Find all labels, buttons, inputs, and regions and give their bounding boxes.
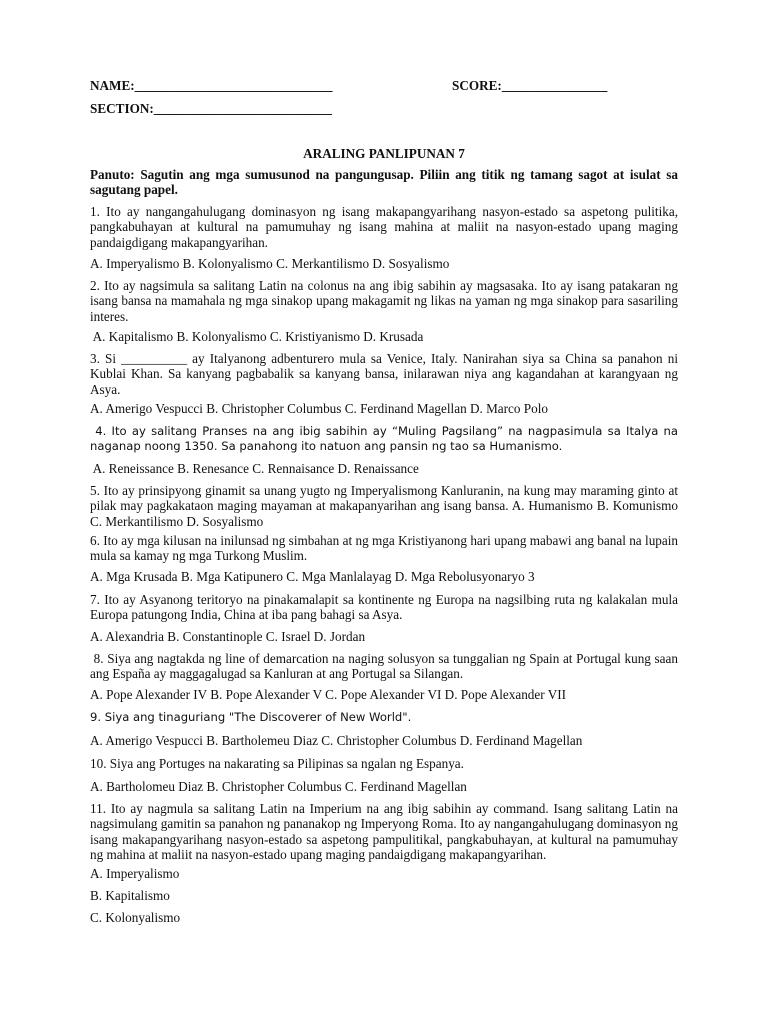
page-title: ARALING PANLIPUNAN 7 bbox=[303, 146, 465, 161]
question-10: 10. Siya ang Portuges na nakarating sa Pilipinas sa ngalan ng Espanya. bbox=[90, 756, 464, 771]
choices-3: A. Amerigo Vespucci B. Christopher Columbus C. Ferdinand Magellan D. Marco Polo bbox=[90, 401, 548, 416]
name-field: NAME:______________________________ bbox=[90, 78, 333, 93]
question-5: 5. Ito ay prinsipyong ginamit sa unang yugto ng Imperyalismong Kanluranin, na kung may maraming ginto at pilak may pagkakataon maging mayaman at makapanyarihan ang isang bansa. A. Humanismo B. Komunismo C. Merkantilismo D. Sosyalismo bbox=[90, 483, 678, 529]
choices-9: A. Amerigo Vespucci B. Bartholemeu Diaz C. Christopher Columbus D. Ferdinand Magellan bbox=[90, 733, 583, 748]
question-8: 8. Siya ang nagtakda ng line of demarcation na naging solusyon sa tunggalian ng Spain at Portugal kung saan ang España ay maggagalugad sa Kanluran at ang Portugal sa Silangan. bbox=[90, 651, 682, 682]
question-11: 11. Ito ay nagmula sa salitang Latin na Imperium na ang ibig sabihin ay command. Isang salitang Latin na nagsimulang gamitin sa panahon ng pananakop ng Imperyong Roma. Ito ay nangangahulugang dominasyon ng isang makapangyarihang nasyon-estado sa aspetong pampulitikal, pangkabuhayan, at kultural na pamumuhay ng mahina at maliit na nasyon-estado upang maging pandaigdigang makapangyarihan. bbox=[90, 801, 678, 863]
choices-1: A. Imperyalismo B. Kolonyalismo C. Merkantilismo D. Sosyalismo bbox=[90, 256, 450, 271]
choices-7: A. Alexandria B. Constantinople C. Israel D. Jordan bbox=[90, 629, 366, 644]
choices-8: A. Pope Alexander IV B. Pope Alexander V C. Pope Alexander VI D. Pope Alexander VII bbox=[90, 687, 567, 702]
choice-11-b: B. Kapitalismo bbox=[90, 888, 170, 903]
question-4: 4. Ito ay salitang Pranses na ang ibig sabihin ay “Muling Pagsilang” na nagpasimula sa Italya na naganap noong 1350. Sa panahong ito natuon ang pansin ng tao sa Humanismo. bbox=[90, 424, 682, 454]
question-2: 2. Ito ay nagsimula sa salitang Latin na colonus na ang ibig sabihin ay magsasaka. Ito ay isang patakaran ng isang bansa na mamahala ng mga sinakop upang makagamit ng likas na yaman ng mga sinakop para sasariling interes. bbox=[90, 278, 678, 324]
choices-2: A. Kapitalismo B. Kolonyalismo C. Kristiyanismo D. Krusada bbox=[90, 329, 424, 344]
question-7: 7. Ito ay Asyanong teritoryo na pinakamalapit sa kontinente ng Europa na nagsilbing ruta ng kalakalan mula Europa patungong India, China at iba pang bahagi sa Asya. bbox=[90, 592, 678, 623]
choice-11-a: A. Imperyalismo bbox=[90, 866, 180, 881]
question-1: 1. Ito ay nangangahulugang dominasyon ng isang makapangyarihang nasyon-estado sa aspetong pulitika, pangkabuhayan at kultural na pamumuhay ng isang mahina at maliit na nasyon-estado upang maging pandaigdigang makapangyarihan. bbox=[90, 204, 678, 250]
choices-10: A. Bartholomeu Diaz B. Christopher Columbus C. Ferdinand Magellan bbox=[90, 779, 467, 794]
question-6: 6. Ito ay mga kilusan na inilunsad ng simbahan at ng mga Kristiyanong hari upang mabawi ang banal na lupain mula sa kamay ng mga Turkong Muslim. bbox=[90, 533, 678, 564]
choice-11-c: C. Kolonyalismo bbox=[90, 910, 181, 925]
question-9: 9. Siya ang tinaguriang "The Discoverer of New World". bbox=[90, 710, 412, 724]
choices-6: A. Mga Krusada B. Mga Katipunero C. Mga Manlalayag D. Mga Rebolusyonaryo 3 bbox=[90, 569, 535, 584]
score-field: SCORE:________________ bbox=[452, 78, 608, 93]
choices-4: A. Reneissance B. Renesance C. Rennaisance D. Renaissance bbox=[90, 461, 419, 476]
instructions: Panuto: Sagutin ang mga sumusunod na pangungusap. Piliin ang titik ng tamang sagot at isulat sa sagutang papel. bbox=[90, 167, 678, 198]
question-3: 3. Si __________ ay Italyanong adbenturero mula sa Venice, Italy. Nanirahan siya sa China sa panahon ni Kublai Khan. Sa kanyang pagbabalik sa kanyang bansa, inilarawan niya ang kagandahan at karangyaan ng Asya. bbox=[90, 351, 678, 397]
section-field: SECTION:___________________________ bbox=[90, 101, 332, 116]
